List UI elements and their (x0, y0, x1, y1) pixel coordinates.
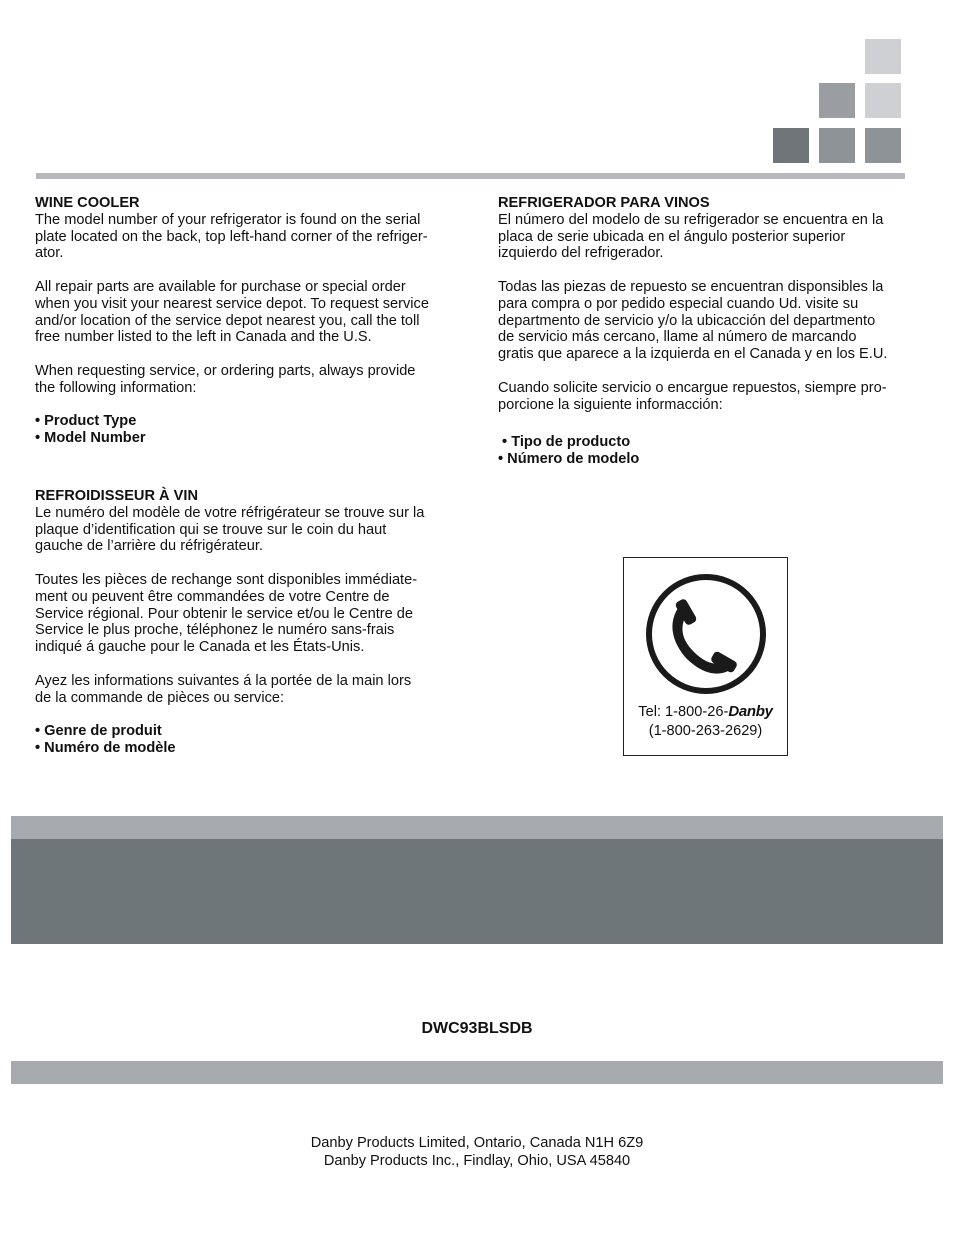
french-p1-line: plaque d’identification qui se trouve sur le coin du haut (35, 521, 387, 538)
spanish-p2-line: gratis que aparece a la izquierda en el Canada y en los E.U. (498, 346, 888, 363)
english-p1-line: plate located on the back, top left-hand corner of the refriger- (35, 228, 428, 245)
spanish-heading: REFRIGERADOR PARA VINOS (498, 195, 710, 211)
band-light-bottom (11, 1061, 943, 1084)
english-heading: WINE COOLER (35, 195, 140, 211)
spanish-bullet-product-type: • Tipo de producto (498, 434, 631, 451)
deco-square-mid-right (865, 83, 901, 118)
french-bullet-product-type: • Genre de produit (35, 723, 162, 740)
tel-line (624, 703, 787, 721)
deco-square-mid-left (819, 83, 855, 118)
french-p3-line: Ayez les informations suivantes á la portée de la main lors (35, 672, 412, 689)
english-p1-line: ator. (35, 245, 64, 262)
band-dark (11, 839, 943, 944)
address-canada: Danby Products Limited, Ontario, Canada N1H 6Z9 (310, 1135, 644, 1151)
english-bullet-model-number: • Model Number (35, 430, 146, 447)
french-p3-line: de la commande de pièces ou service: (35, 689, 285, 706)
spanish-p2-line: para compra o por pedido especial cuando Ud. visite su (498, 295, 859, 312)
spanish-p2-line: departmento de servicio y/o la ubicacción del departmento (498, 312, 876, 329)
tel-prefix: Tel: 1-800-26- (638, 704, 729, 720)
french-p2-line: indiqué á gauche pour le Canada et les États-Unis. (35, 639, 365, 656)
tel-number: (1-800-263-2629) (648, 723, 763, 739)
deco-square-top (865, 39, 901, 74)
french-p2-line: Service régional. Pour obtenir le service et/ou le Centre de (35, 605, 414, 622)
spanish-p2-line: Todas las piezas de repuesto se encuentran disponsibles la (498, 278, 884, 295)
english-p1-line: The model number of your refrigerator is found on the serial (35, 211, 421, 228)
french-section (35, 488, 465, 757)
service-phone-box (623, 557, 788, 756)
french-bullet-model-number: • Numéro de modèle (35, 739, 176, 756)
english-section (35, 195, 465, 447)
danby-brand: Danby (728, 703, 773, 720)
spanish-p3-line: Cuando solicite servicio o encargue repuestos, siempre pro- (498, 379, 887, 396)
french-p2-line: Toutes les pièces de rechange sont disponibles immédiate- (35, 571, 418, 588)
spanish-bullet-model-number: • Número de modelo (498, 450, 640, 467)
english-p2-line: free number listed to the left in Canada and the U.S. (35, 329, 372, 346)
french-p2-line: Service le plus proche, téléphonez le numéro sans-frais (35, 622, 395, 639)
french-p2-line: ment ou peuvent être commandées de votre Centre de (35, 588, 390, 605)
spanish-section (498, 195, 928, 468)
deco-square-bottom-right (865, 128, 901, 163)
french-heading: REFROIDISSEUR À VIN (35, 488, 198, 504)
spanish-p1-line: El número del modelo de su refrigerador se encuentra en la (498, 211, 884, 228)
english-p3-line: When requesting service, or ordering parts, always provide (35, 362, 416, 379)
french-p1-line: Le numéro del modèle de votre réfrigérateur se trouve sur la (35, 504, 425, 521)
spanish-p3-line: porcione la siguiente informacción: (498, 396, 723, 413)
english-p2-line: when you visit your nearest service depot. To request service (35, 295, 429, 312)
french-p1-line: gauche de l’arrière du réfrigérateur. (35, 538, 263, 555)
spanish-p2-line: de servicio más cercano, llame al número de marcando (498, 329, 857, 346)
spanish-p1-line: izquierdo del refrigerador. (498, 245, 664, 262)
english-p2-line: All repair parts are available for purchase or special order (35, 278, 406, 295)
phone-handset-icon (644, 572, 768, 696)
english-bullet-product-type: • Product Type (35, 413, 137, 430)
top-divider (36, 173, 905, 179)
deco-square-bottom-mid (819, 128, 855, 163)
address-usa: Danby Products Inc., Findlay, Ohio, USA 45840 (323, 1153, 631, 1169)
band-light-top (11, 816, 943, 840)
english-p3-line: the following information: (35, 379, 197, 396)
model-number: DWC93BLSDB (421, 1020, 533, 1037)
deco-square-bottom-left (773, 128, 809, 163)
spanish-p1-line: placa de serie ubicada en el ángulo posterior superior (498, 228, 846, 245)
english-p2-line: and/or location of the service depot nearest you, call the toll (35, 312, 420, 329)
